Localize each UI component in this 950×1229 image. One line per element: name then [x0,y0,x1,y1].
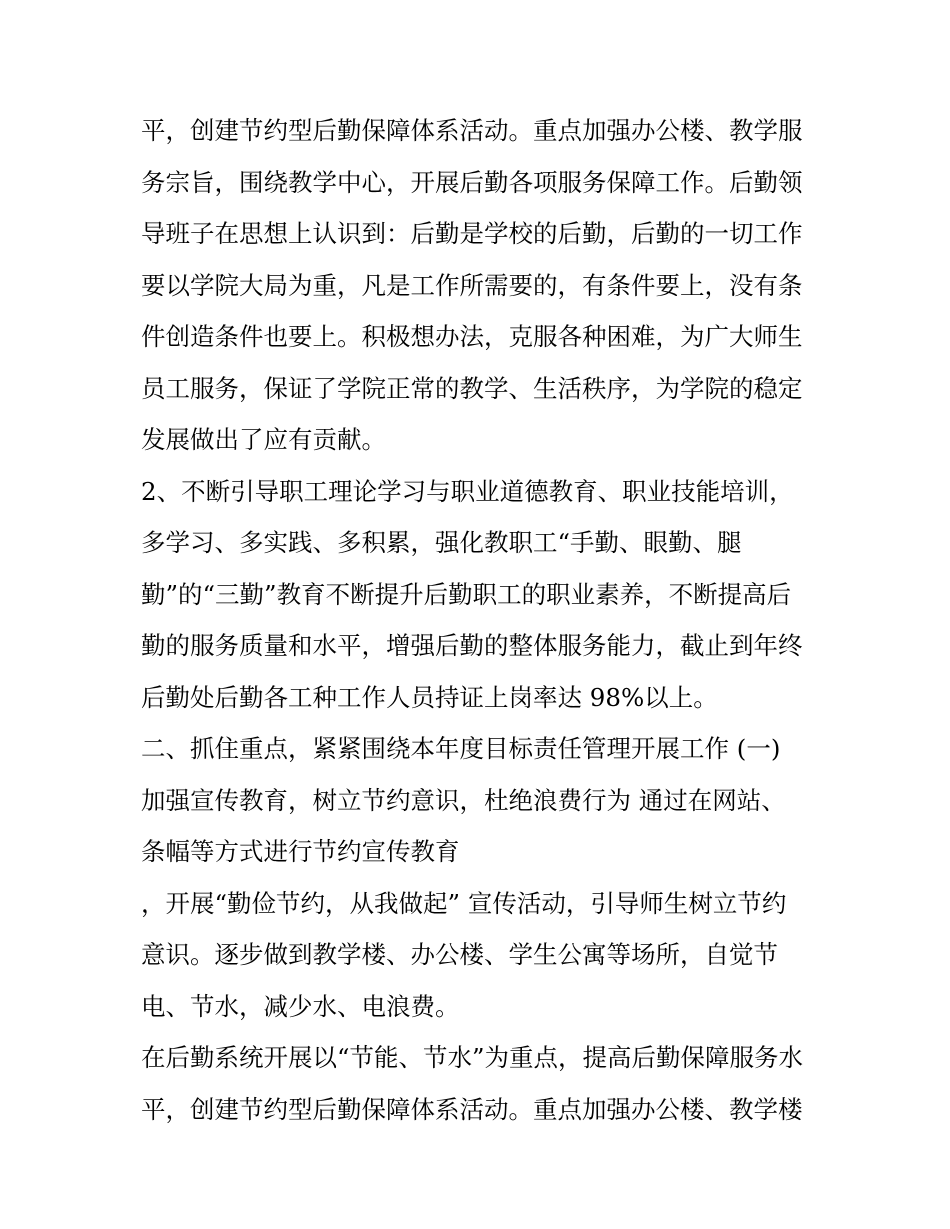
text-line: 件创造条件也要上。积极想办法，克服各种困难，为广大师生 [141,322,803,351]
text-line: 平，创建节约型后勤保障体系活动。重点加强办公楼、教学楼 [141,1094,803,1124]
text-line: 2、不断引导职工理论学习与职业道德教育、职业技能培训， [141,476,794,506]
text-line: 意识。逐步做到教学楼、办公楼、学生公寓等场所，自觉节 [141,940,778,969]
text-line: 导班子在思想上认识到：后勤是学校的后勤，后勤的一切工作 [141,219,803,248]
text-line: ，开展“勤俭节约，从我做起” 宣传活动，引导师生树立节约 [141,888,787,918]
text-line: 务宗旨，围绕教学中心，开展后勤各项服务保障工作。后勤领 [141,167,803,197]
text-line: 要以学院大局为重，凡是工作所需要的，有条件要上，没有条 [141,270,803,300]
text-line: 在后勤系统开展以“节能、节水”为重点，提高后勤保障服务水 [141,1043,804,1072]
text-line: 后勤处后勤各工种工作人员持证上岗率达 98%以上。 [141,682,718,712]
text-line: 多学习、多实践、多积累，强化教职工“手勤、眼勤、腿 [141,528,742,557]
text-line: 二、抓住重点，紧紧围绕本年度目标责任管理开展工作 (一) [141,734,781,763]
text-line: 员工服务，保证了学院正常的教学、生活秩序，为学院的稳定 [141,373,803,403]
text-line: 电、节水，减少水、电浪费。 [141,991,460,1021]
text-line: 条幅等方式进行节约宣传教育 [141,837,460,866]
body-text [141,105,821,1135]
text-line: 勤”的“三勤”教育不断提升后勤职工的职业素养，不断提高后 [141,579,792,609]
text-line: 发展做出了应有贡献。 [141,425,386,454]
text-line: 加强宣传教育，树立节约意识，杜绝浪费行为 通过在网站、 [141,785,786,815]
text-line: 勤的服务质量和水平，增强后勤的整体服务能力，截止到年终 [141,631,803,660]
text-line: 平，创建节约型后勤保障体系活动。重点加强办公楼、教学服 [141,116,803,145]
